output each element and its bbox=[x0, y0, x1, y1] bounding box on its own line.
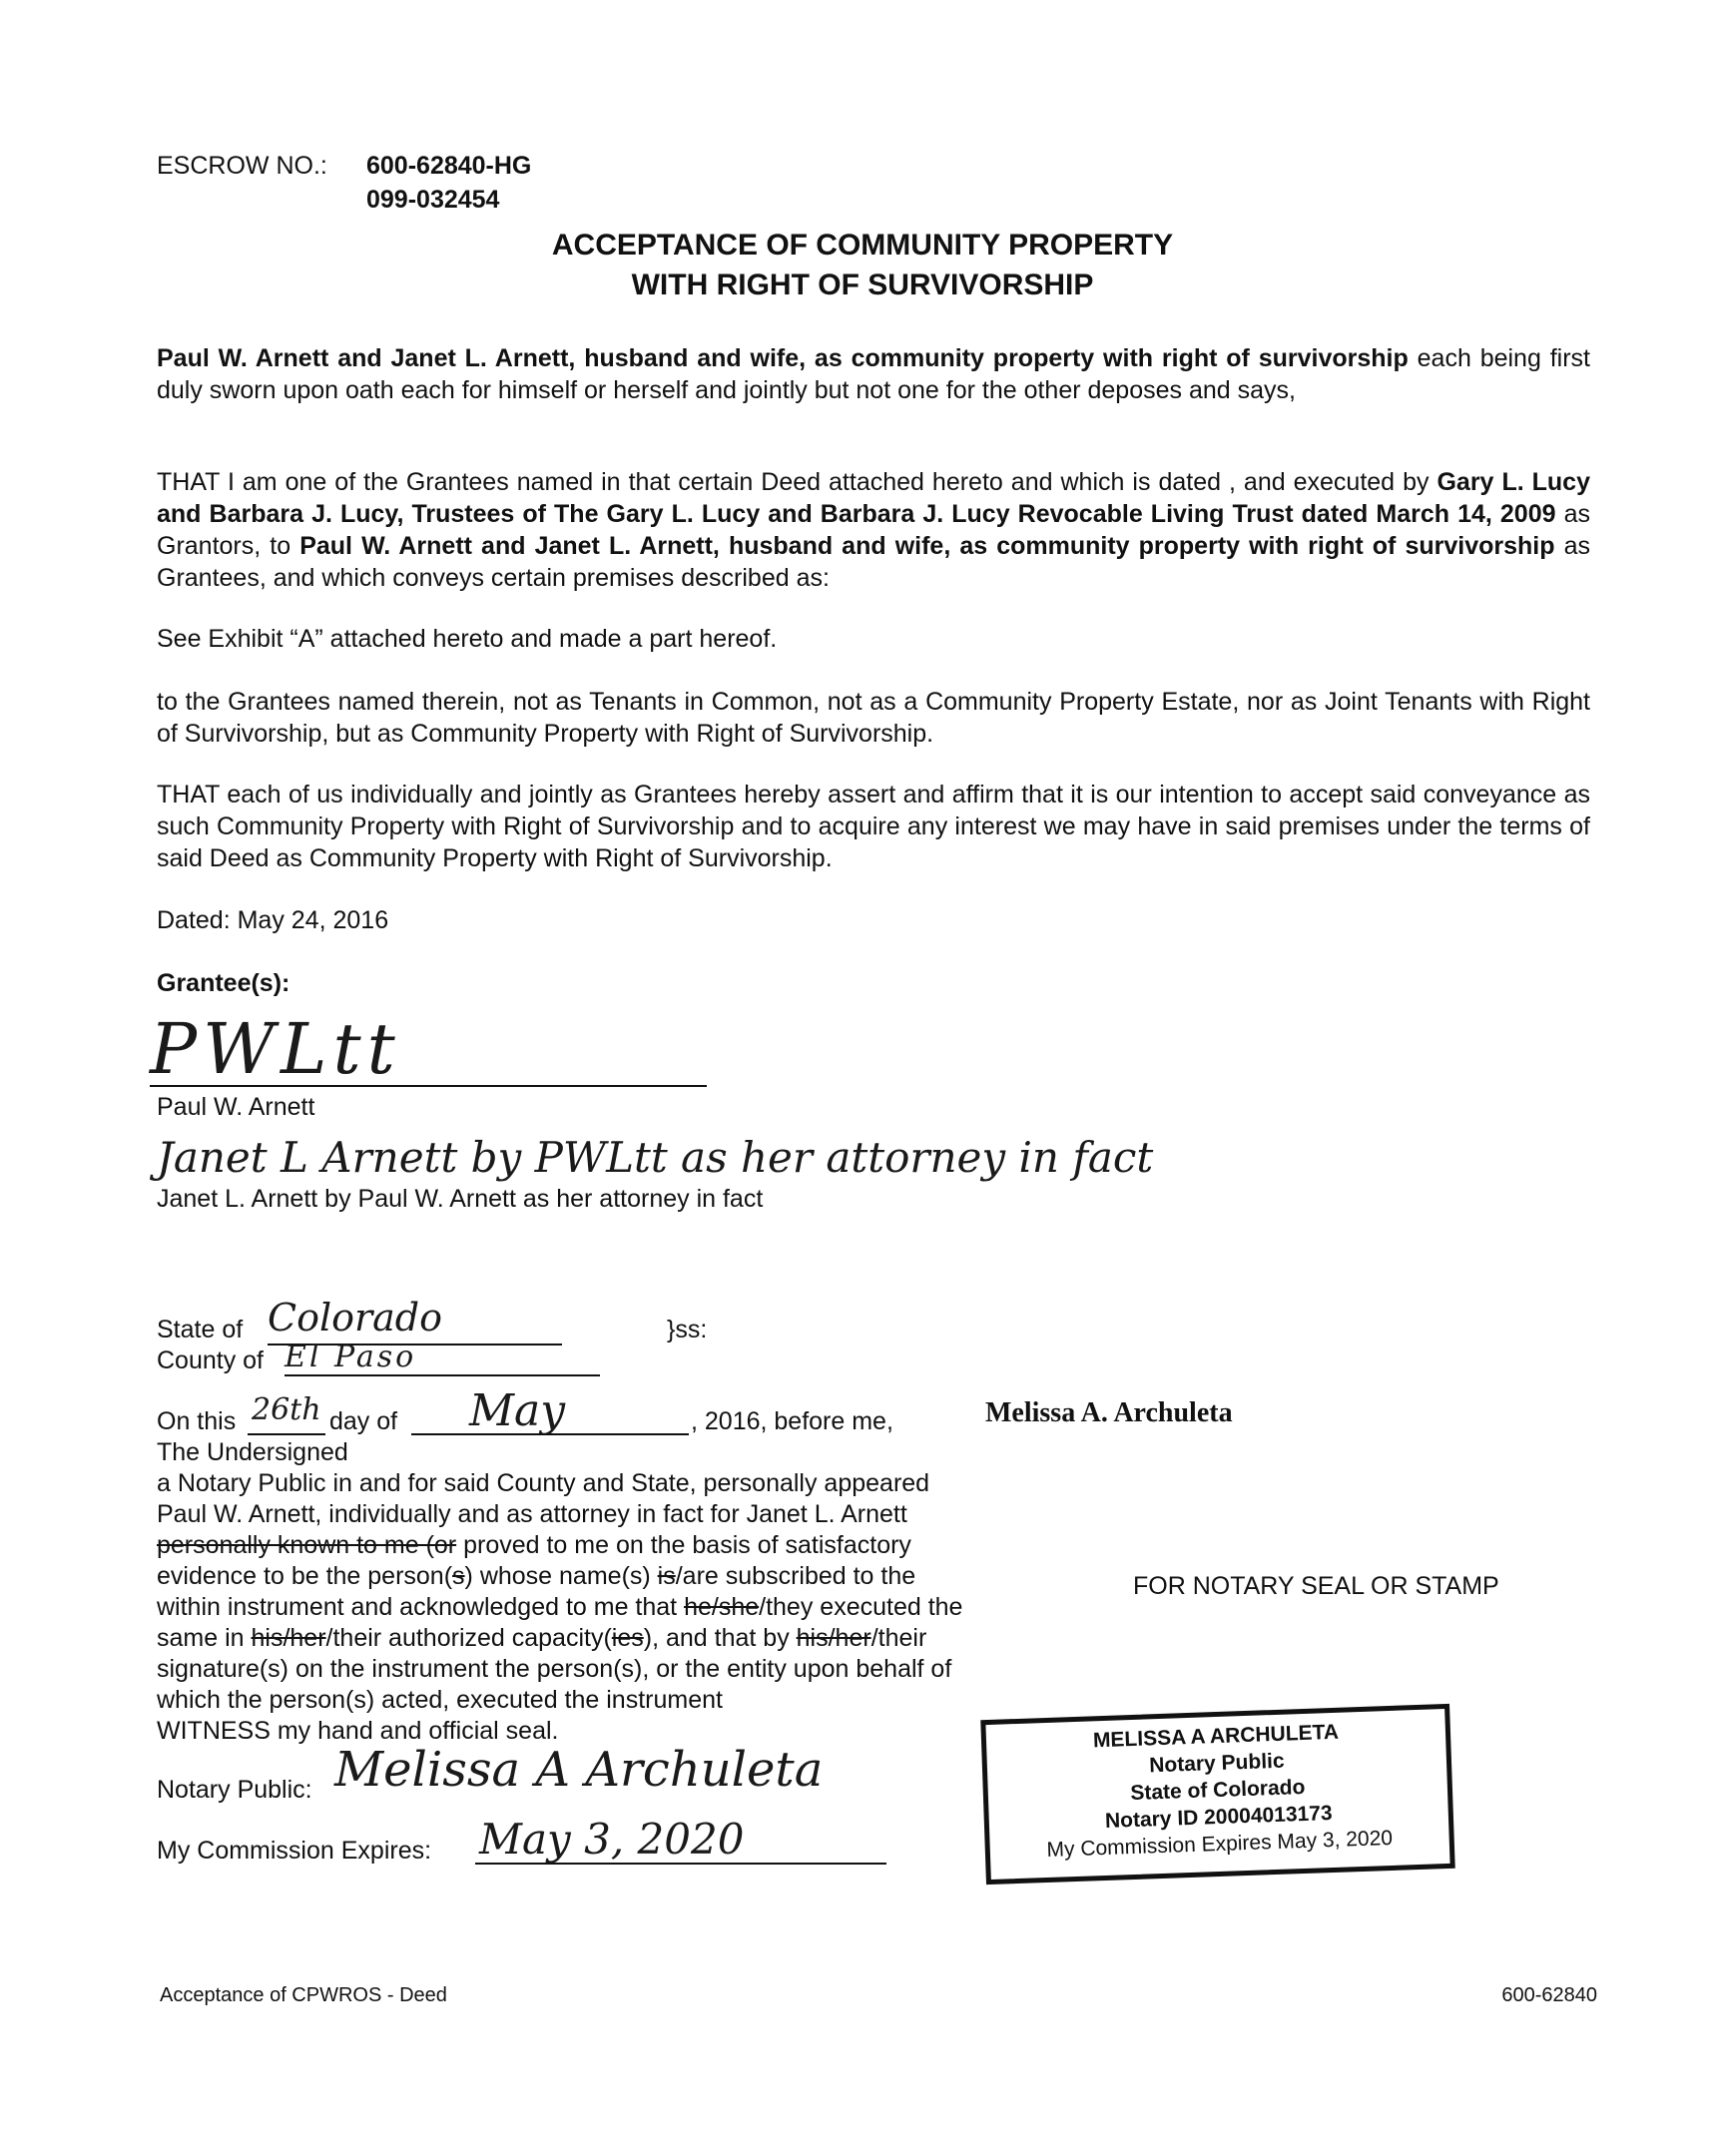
proved-text: proved to me on the basis of satisfactory bbox=[456, 1531, 911, 1559]
day-line bbox=[248, 1433, 325, 1435]
month-line bbox=[411, 1433, 689, 1435]
paragraph-deed bbox=[157, 466, 1590, 594]
notary-line-b: Paul W. Arnett, individually and as attorney in fact for Janet L. Arnett bbox=[157, 1500, 907, 1528]
witness-line: WITNESS my hand and official seal. bbox=[157, 1717, 559, 1745]
grantees-names-bold: Paul W. Arnett and Janet L. Arnett, husband and wife, as community property with right of survivorship bbox=[157, 344, 1409, 372]
notary-public-label: Notary Public: bbox=[157, 1776, 312, 1804]
day-of-label: day of bbox=[329, 1407, 398, 1435]
footer-right: 600-62840 bbox=[1501, 1984, 1597, 2006]
paragraph-exhibit: See Exhibit “A” attached hereto and made a part hereof. bbox=[157, 625, 778, 653]
signature-janet-arnett: Janet L Arnett by PWLtt as her attorney in fact bbox=[157, 1133, 1154, 1182]
deed-text-e: as Grantees, and which conveys certain premises described as: bbox=[157, 532, 1590, 592]
commission-line bbox=[475, 1863, 886, 1865]
seal-placeholder-label: FOR NOTARY SEAL OR STAMP bbox=[1133, 1572, 1499, 1600]
notary-name-typed: Melissa A. Archuleta bbox=[985, 1397, 1233, 1428]
signature-label-janet: Janet L. Arnett by Paul W. Arnett as her attorney in fact bbox=[157, 1185, 764, 1213]
signature-line-1 bbox=[150, 1085, 707, 1087]
signature-label-paul: Paul W. Arnett bbox=[157, 1093, 315, 1121]
struck-personally-known: personally known to me (or bbox=[157, 1531, 457, 1559]
notary-line-c bbox=[157, 1529, 911, 1561]
day-handwritten: 26th bbox=[252, 1392, 321, 1427]
commission-expires-handwritten: May 3, 2020 bbox=[479, 1815, 745, 1864]
stamp-name: MELISSA A ARCHULETA bbox=[1092, 1720, 1340, 1753]
county-handwritten: El Paso bbox=[285, 1340, 417, 1374]
county-line bbox=[285, 1374, 600, 1376]
notary-line-d: evidence to be the person(s) whose name(s) is/are subscribed to the bbox=[157, 1562, 916, 1590]
state-label: State of bbox=[157, 1316, 244, 1344]
escrow-label: ESCROW NO.: bbox=[157, 152, 327, 180]
undersigned-label: The Undersigned bbox=[157, 1438, 348, 1466]
state-handwritten: Colorado bbox=[268, 1296, 443, 1340]
paragraph-tenancy: to the Grantees named therein, not as Tenants in Common, not as a Community Property Estate, nor as Joint Tenants with Right of Survivorship, but as Community Property with Right of Survivorship. bbox=[157, 688, 1590, 748]
county-label: County of bbox=[157, 1347, 265, 1374]
notary-line-e: within instrument and acknowledged to me that he/she/they executed the bbox=[157, 1593, 963, 1621]
dated-line: Dated: May 24, 2016 bbox=[157, 906, 389, 934]
stamp-title: Notary Public bbox=[1148, 1749, 1285, 1778]
oath-text: each being first duly sworn upon oath each for himself or herself and jointly but not one for the other deposes and says, bbox=[157, 344, 1590, 404]
grantees-bold: Paul W. Arnett and Janet L. Arnett, husband and wife, as community property with right of survivorship bbox=[299, 532, 1555, 560]
on-this-label: On this bbox=[157, 1407, 237, 1435]
paragraph-affirm: THAT each of us individually and jointly as Grantees hereby assert and affirm that it is our intention to accept said conveyance as such Community Property with Right of Survivorship and to acquire any interest we may have in said premises under the terms of said Deed as Community Property with Right of Survivorship. bbox=[157, 781, 1590, 872]
notary-line-g: signature(s) on the instrument the person(s), or the entity upon behalf of bbox=[157, 1655, 952, 1683]
stamp-expiration: My Commission Expires May 3, 2020 bbox=[1046, 1826, 1394, 1863]
document-title-line-2: WITH RIGHT OF SURVIVORSHIP bbox=[631, 269, 1094, 301]
signature-paul-arnett: PWLtt bbox=[150, 1008, 401, 1090]
notary-line-f: same in his/her/their authorized capacity(ies), and that by his/her/their bbox=[157, 1624, 927, 1652]
escrow-number-1: 600-62840-HG bbox=[366, 152, 532, 180]
document-title-line-1: ACCEPTANCE OF COMMUNITY PROPERTY bbox=[551, 229, 1174, 262]
paragraph-oath bbox=[157, 342, 1590, 406]
grantees-label: Grantee(s): bbox=[157, 969, 290, 997]
notary-stamp bbox=[980, 1704, 1454, 1885]
footer-left: Acceptance of CPWROS - Deed bbox=[160, 1984, 447, 2006]
notary-line-h: which the person(s) acted, executed the instrument bbox=[157, 1686, 723, 1714]
month-handwritten: May bbox=[469, 1385, 566, 1436]
commission-expires-label: My Commission Expires: bbox=[157, 1837, 432, 1865]
year-text: , 2016, before me, bbox=[691, 1407, 893, 1435]
grantors-bold: Gary L. Lucy and Barbara J. Lucy, Trustees of The Gary L. Lucy and Barbara J. Lucy Revocable Living Trust dated March 14, 2009 bbox=[157, 468, 1590, 528]
stamp-state: State of Colorado bbox=[1129, 1775, 1306, 1806]
ss-mark: }ss: bbox=[667, 1316, 708, 1344]
deed-text-c: as Grantors, to bbox=[157, 500, 1590, 560]
notary-public-signature: Melissa A Archuleta bbox=[334, 1742, 824, 1798]
notary-line-a: a Notary Public in and for said County and State, personally appeared bbox=[157, 1469, 930, 1497]
escrow-number-2: 099-032454 bbox=[366, 186, 500, 214]
stamp-notary-id: Notary ID 20004013173 bbox=[1104, 1802, 1333, 1833]
deed-text-a: THAT I am one of the Grantees named in that certain Deed attached hereto and which is dated , and executed by bbox=[157, 468, 1438, 496]
